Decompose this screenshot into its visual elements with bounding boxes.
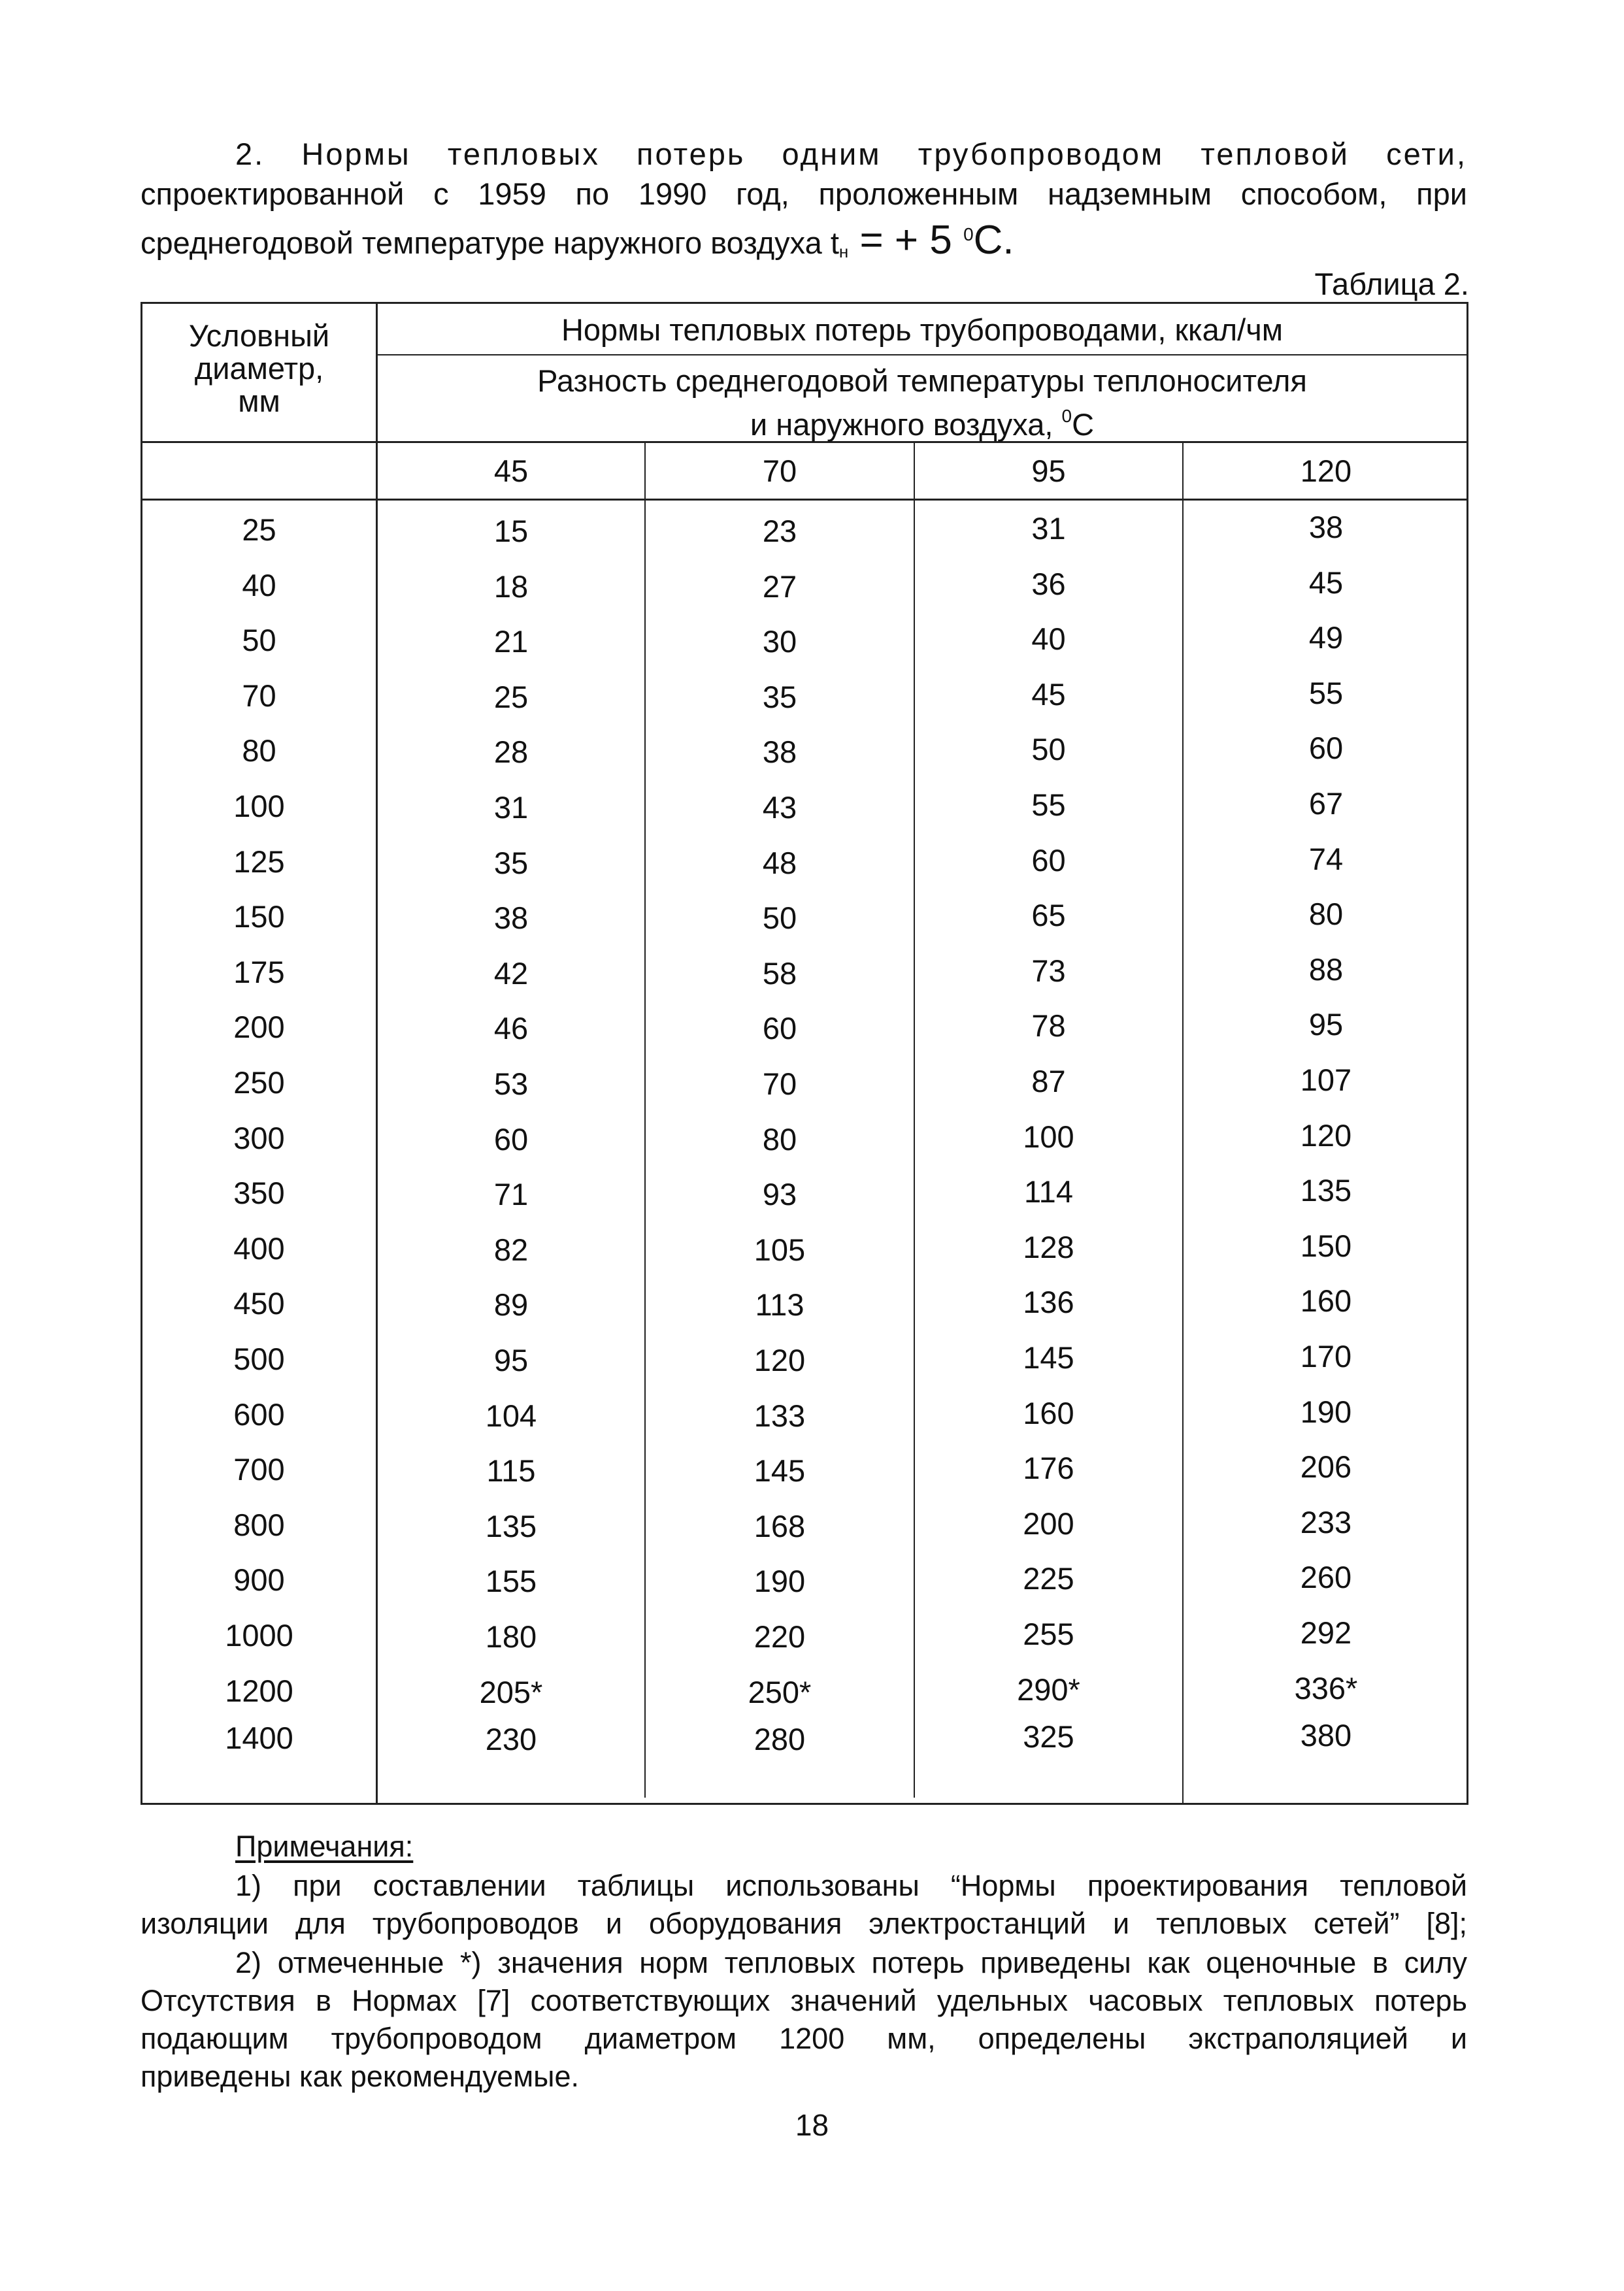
- heat-loss-cell: 170: [1300, 1339, 1352, 1374]
- heat-loss-cell: 31: [1031, 511, 1066, 546]
- heat-loss-cell: 82: [493, 1232, 529, 1267]
- note-1-line-1: 1) при составлении таблицы использованы “Нормы проектирования тепловой: [235, 1869, 1467, 1902]
- heat-loss-cell: 145: [1023, 1340, 1074, 1375]
- diameter-cell: 175: [233, 954, 285, 989]
- diameter-cell: 500: [233, 1342, 285, 1376]
- heat-loss-cell: 60: [493, 1121, 529, 1157]
- diameter-cell: 450: [233, 1286, 285, 1321]
- heat-loss-cell: 50: [1031, 732, 1066, 767]
- norms-header: Нормы тепловых потерь трубопроводами, ккал/чм: [561, 312, 1284, 347]
- heat-loss-cell: 55: [1031, 787, 1066, 822]
- diameter-cell: 350: [233, 1176, 285, 1211]
- heat-loss-cell: 38: [762, 734, 797, 770]
- heat-loss-cell: 95: [493, 1343, 529, 1377]
- heat-loss-cell: 45: [1308, 565, 1344, 600]
- diameter-cell: 100: [233, 789, 285, 823]
- heat-loss-cell: 38: [1308, 510, 1344, 544]
- diameter-cell: 70: [242, 678, 276, 713]
- heat-loss-cell: 250*: [748, 1674, 812, 1709]
- heat-loss-cell: 135: [1300, 1173, 1352, 1208]
- heat-loss-cell: 120: [1300, 1117, 1352, 1153]
- heat-loss-cell: 180: [485, 1619, 537, 1654]
- intro-line-3: среднегодовой температуре наружного воздуха $t_н$ = + 5 $^0$С.: [141, 218, 1014, 263]
- diameter-cell: 200: [233, 1010, 285, 1045]
- heat-loss-cell: 292: [1300, 1615, 1352, 1650]
- heat-loss-cell: 176: [1023, 1451, 1074, 1486]
- intro-line-1: 2. Нормы тепловых потерь одним трубопроводом тепловой сети,: [235, 137, 1467, 171]
- heat-loss-cell: 50: [762, 900, 797, 936]
- heat-loss-cell: 145: [754, 1453, 806, 1489]
- heat-loss-cell: 105: [754, 1232, 806, 1267]
- heat-loss-cell: 71: [493, 1177, 529, 1212]
- heat-loss-cell: 120: [754, 1343, 806, 1377]
- heat-loss-cell: 280: [754, 1722, 806, 1757]
- heat-loss-cell: 135: [485, 1508, 537, 1543]
- heat-loss-cell: 100: [1023, 1119, 1074, 1154]
- note-2-line-1: 2) отмеченные *) значения норм тепловых потерь приведены как оценочные в силу: [235, 1946, 1467, 1979]
- temp-diff-header: Разность среднегодовой температуры теплоносителя и наружного воздуха, $^0$С: [537, 363, 1307, 442]
- heat-loss-cell: 336*: [1294, 1670, 1358, 1706]
- heat-loss-cell: 104: [485, 1398, 537, 1433]
- page-number: 18: [795, 2108, 829, 2142]
- heat-loss-cell: 113: [755, 1287, 804, 1323]
- heat-loss-cell: 168: [754, 1508, 806, 1543]
- heat-loss-cell: 65: [1031, 898, 1066, 933]
- diameter-cell: 125: [233, 844, 285, 879]
- heat-loss-cell: 155: [485, 1564, 537, 1599]
- heat-loss-cell: 150: [1300, 1228, 1352, 1263]
- diameter-cell: 150: [233, 899, 285, 934]
- heat-loss-cell: 60: [762, 1011, 797, 1046]
- temp-col-95: 95: [1031, 453, 1066, 488]
- heat-loss-cell: 46: [493, 1011, 529, 1046]
- diameter-cell: 40: [242, 567, 276, 602]
- heat-loss-cell: 38: [493, 900, 529, 936]
- heat-loss-cell: 206: [1300, 1449, 1352, 1485]
- heat-loss-cell: 45: [1031, 676, 1066, 712]
- diameter-cell: 80: [242, 733, 276, 768]
- heat-loss-cell: 43: [762, 790, 797, 825]
- header-divider-line: [376, 354, 1467, 355]
- heat-loss-cell: 31: [493, 790, 529, 825]
- heat-loss-cell: 88: [1308, 951, 1344, 987]
- heat-loss-cell: 260: [1300, 1560, 1352, 1595]
- heat-loss-table: [141, 302, 1468, 1805]
- note-2-line-4: приведены как рекомендуемые.: [141, 2060, 580, 2093]
- heat-loss-cell: 25: [493, 679, 529, 714]
- heat-loss-cell: 95: [1308, 1007, 1344, 1042]
- heat-loss-cell: 18: [493, 569, 529, 604]
- heat-loss-cell: 67: [1308, 786, 1344, 821]
- heat-loss-cell: 74: [1308, 841, 1344, 876]
- heat-loss-cell: 233: [1300, 1504, 1352, 1540]
- heat-loss-cell: 230: [485, 1722, 537, 1757]
- diameter-cell: 600: [233, 1396, 285, 1432]
- heat-loss-cell: 60: [1308, 731, 1344, 766]
- diameter-cell: 50: [242, 623, 276, 658]
- temp-col-120: 120: [1300, 453, 1352, 488]
- table-caption: Таблица 2.: [1314, 267, 1469, 301]
- heat-loss-cell: 78: [1031, 1008, 1066, 1044]
- heat-loss-cell: 160: [1300, 1283, 1352, 1319]
- heat-loss-cell: 58: [762, 955, 797, 991]
- notes-title: Примечания:: [235, 1830, 414, 1863]
- heat-loss-cell: 93: [762, 1177, 797, 1212]
- heat-loss-cell: 80: [1308, 897, 1344, 932]
- temps-bottom-line: [142, 499, 1467, 501]
- heat-loss-cell: 80: [762, 1121, 797, 1157]
- diameter-cell: 300: [233, 1120, 285, 1155]
- heat-loss-cell: 73: [1031, 953, 1066, 988]
- heat-loss-cell: 48: [762, 845, 797, 880]
- heat-loss-cell: 380: [1300, 1718, 1352, 1753]
- diameter-cell: 800: [233, 1507, 285, 1542]
- heat-loss-cell: 114: [1024, 1174, 1073, 1210]
- heat-loss-cell: 128: [1023, 1229, 1074, 1264]
- heat-loss-cell: 115: [486, 1453, 536, 1489]
- diameter-cell: 900: [233, 1562, 285, 1598]
- heat-loss-cell: 30: [762, 624, 797, 659]
- heat-loss-cell: 49: [1308, 620, 1344, 655]
- heat-loss-cell: 107: [1300, 1063, 1352, 1097]
- heat-loss-cell: 200: [1023, 1506, 1074, 1541]
- note-2-line-2: Отсутствия в Нормах [7] соответствующих значений удельных часовых тепловых потерь: [141, 1984, 1467, 2017]
- heat-loss-cell: 15: [493, 514, 529, 548]
- diameter-header: Условный диаметр, мм: [188, 318, 330, 418]
- heat-loss-cell: 27: [762, 569, 797, 604]
- note-1-line-2: изоляции для трубопроводов и оборудования электростанций и тепловых сетей” [8];: [141, 1907, 1467, 1940]
- diameter-cell: 1000: [225, 1618, 293, 1653]
- heat-loss-cell: 23: [762, 514, 797, 548]
- heat-loss-cell: 35: [493, 845, 529, 880]
- heat-loss-cell: 325: [1023, 1719, 1074, 1755]
- temp-col-45: 45: [493, 453, 529, 488]
- heat-loss-cell: 42: [493, 955, 529, 991]
- heat-loss-cell: 55: [1308, 675, 1344, 710]
- heat-loss-cell: 160: [1023, 1395, 1074, 1430]
- intro-line-2: спроектированной с 1959 по 1990 год, проложенным надземным способом, при: [141, 176, 1467, 211]
- heat-loss-cell: 40: [1031, 621, 1066, 657]
- heat-loss-cell: 190: [1300, 1394, 1352, 1429]
- heat-loss-cell: 28: [493, 734, 529, 770]
- heat-loss-cell: 53: [493, 1066, 529, 1101]
- heat-loss-cell: 205*: [479, 1674, 543, 1709]
- heat-loss-cell: 89: [493, 1287, 529, 1323]
- heat-loss-cell: 60: [1031, 842, 1066, 878]
- heat-loss-cell: 220: [754, 1619, 806, 1654]
- diameter-cell: 250: [233, 1065, 285, 1100]
- heat-loss-cell: 133: [754, 1398, 806, 1433]
- heat-loss-cell: 35: [762, 679, 797, 714]
- heat-loss-cell: 136: [1023, 1285, 1074, 1320]
- diameter-cell: 400: [233, 1230, 285, 1266]
- heat-loss-cell: 87: [1031, 1064, 1066, 1098]
- diameter-cell: 1400: [225, 1721, 293, 1756]
- heat-loss-cell: 290*: [1017, 1672, 1080, 1707]
- heat-loss-cell: 21: [493, 624, 529, 659]
- diameter-cell: 25: [242, 512, 276, 547]
- heat-loss-cell: 225: [1023, 1561, 1074, 1596]
- diameter-cell: 700: [233, 1452, 285, 1487]
- diameter-cell: 1200: [225, 1673, 293, 1708]
- note-2-line-3: подающим трубопроводом диаметром 1200 мм, определены экстраполяцией и: [141, 2022, 1467, 2055]
- heat-loss-cell: 70: [762, 1066, 797, 1101]
- temp-col-70: 70: [762, 453, 797, 488]
- heat-loss-cell: 255: [1023, 1617, 1074, 1651]
- heat-loss-cell: 190: [754, 1564, 806, 1599]
- heat-loss-cell: 36: [1031, 566, 1066, 601]
